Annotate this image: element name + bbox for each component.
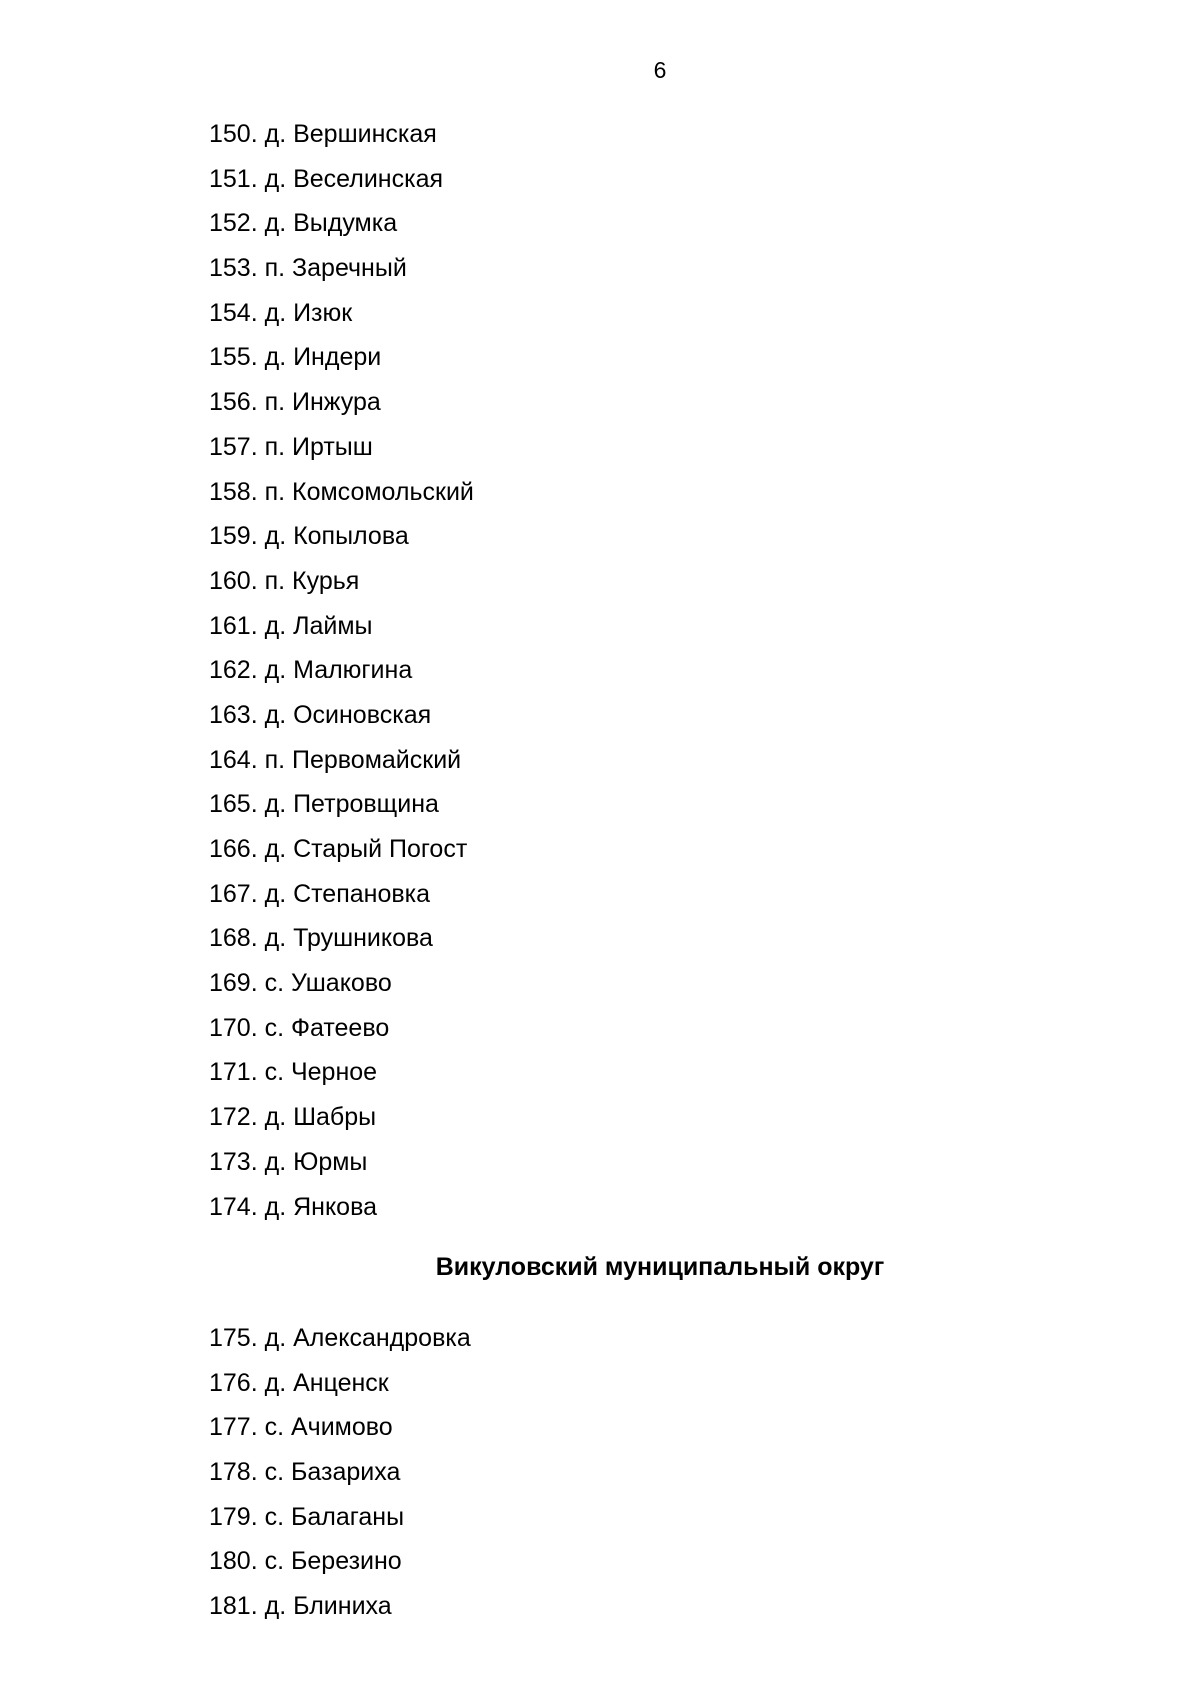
list-item: 151. д. Веселинская [209,164,444,193]
list-item: 164. п. Первомайский [209,745,462,774]
list-item: 171. с. Черное [209,1058,378,1087]
list-item: 178. с. Базариха [209,1458,401,1487]
list-item: 150. д. Вершинская [209,120,437,148]
list-item: 163. д. Осиновская [209,700,432,729]
page-number: 6 [653,57,667,83]
list-item: 173. д. Юрмы [209,1147,368,1176]
list-item: 156. п. Инжура [209,388,381,417]
list-item: 181. д. Блиниха [209,1592,392,1621]
list-item: 176. д. Анценск [209,1368,389,1397]
list-item: 161. д. Лаймы [209,611,373,640]
settlement-list [209,1316,471,1629]
list-item: 158. п. Комсомольский [209,477,474,506]
list-item: 155. д. Индери [209,343,382,372]
list-item: 169. с. Ушаково [209,969,392,998]
list-item: 165. д. Петровщина [209,790,439,819]
list-item: 179. с. Балаганы [209,1502,405,1531]
list-item: 170. с. Фатеево [209,1013,390,1042]
list-item: 154. д. Изюк [209,298,353,327]
list-item: 157. п. Иртыш [209,432,373,461]
list-item: 153. п. Заречный [209,254,407,283]
list-item: 174. д. Янкова [209,1192,377,1221]
list-item: 160. п. Курья [209,566,360,595]
list-item: 168. д. Трушникова [209,924,433,953]
list-item: 166. д. Старый Погост [209,835,468,863]
list-item: 152. д. Выдумка [209,209,398,238]
section-heading: Викуловский муниципальный округ [435,1253,885,1281]
list-item: 159. д. Копылова [209,522,409,551]
list-item: 162. д. Малюгина [209,656,413,685]
list-item: 177. с. Ачимово [209,1413,393,1442]
list-item: 172. д. Шабры [209,1103,377,1132]
list-item: 180. с. Березино [209,1547,402,1576]
list-item: 167. д. Степановка [209,879,431,908]
settlement-list [209,112,474,1229]
list-item: 175. д. Александровка [209,1324,471,1352]
